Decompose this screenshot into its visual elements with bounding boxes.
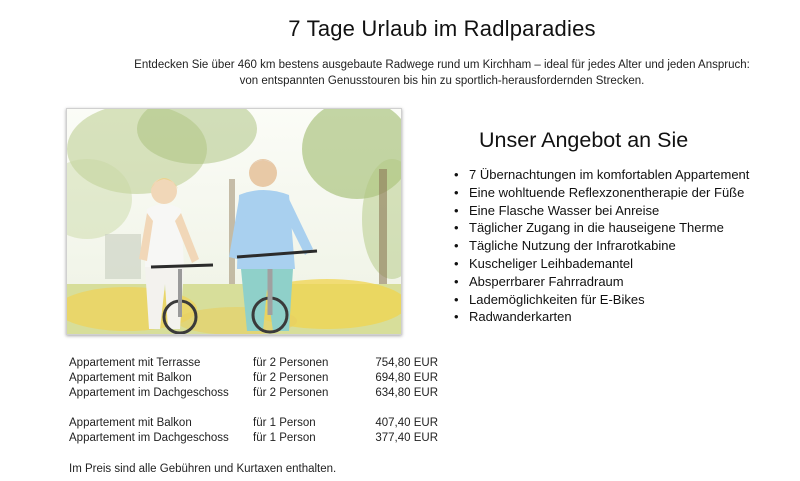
price-room: Appartement im Dachgeschoss: [69, 432, 229, 444]
price-table: [69, 356, 438, 446]
offer-item: • Lademöglichkeiten für E-Bikes: [451, 291, 749, 309]
intro-line: von entspannten Genusstouren bis hin zu sportlich-herausfordernden Strecken.: [239, 75, 645, 87]
offer-item: • Absperrbarer Fahrradraum: [451, 273, 749, 291]
price-room: Appartement mit Balkon: [69, 417, 192, 429]
price-row: [69, 386, 438, 401]
offer-list: [451, 166, 749, 326]
offer-item: • Kuscheliger Leihbademantel: [451, 255, 749, 273]
intro-line: Entdecken Sie über 460 km bestens ausgebaute Radwege rund um Kirchham – ideal für jedes Alter und jeden Anspruch:: [134, 59, 750, 71]
intro-text: [0, 57, 800, 89]
price-persons: für 2 Personen: [253, 357, 329, 369]
price-room: Appartement im Dachgeschoss: [69, 387, 229, 399]
price-persons: für 1 Person: [253, 432, 316, 444]
offer-item: • Radwanderkarten: [451, 308, 749, 326]
price-row: [69, 416, 438, 431]
price-amount: 754,80 EUR: [375, 357, 438, 369]
price-amount: 634,80 EUR: [375, 387, 438, 399]
offer-item: • Eine Flasche Wasser bei Anreise: [451, 202, 749, 220]
cyclists-photo: [66, 108, 402, 335]
price-row: [69, 356, 438, 371]
price-row: [69, 431, 438, 446]
offer-item: • Eine wohltuende Reflexzonentherapie der Füße: [451, 184, 749, 202]
price-room: Appartement mit Terrasse: [69, 357, 201, 369]
offer-item: • 7 Übernachtungen im komfortablen Appartement: [451, 166, 749, 184]
price-amount: 694,80 EUR: [375, 372, 438, 384]
offer-item: • Täglicher Zugang in die hauseigene Therme: [451, 219, 749, 237]
offer-title: Unser Angebot an Sie: [479, 128, 689, 152]
price-row: [69, 371, 438, 386]
offer-item: • Tägliche Nutzung der Infrarotkabine: [451, 237, 749, 255]
price-persons: für 2 Personen: [253, 372, 329, 384]
price-note: Im Preis sind alle Gebühren und Kurtaxen enthalten.: [69, 463, 337, 475]
price-amount: 377,40 EUR: [375, 432, 438, 444]
page-title: 7 Tage Urlaub im Radlparadies: [288, 16, 596, 41]
price-persons: für 1 Person: [253, 417, 316, 429]
price-room: Appartement mit Balkon: [69, 372, 192, 384]
price-persons: für 2 Personen: [253, 387, 329, 399]
price-amount: 407,40 EUR: [375, 417, 438, 429]
